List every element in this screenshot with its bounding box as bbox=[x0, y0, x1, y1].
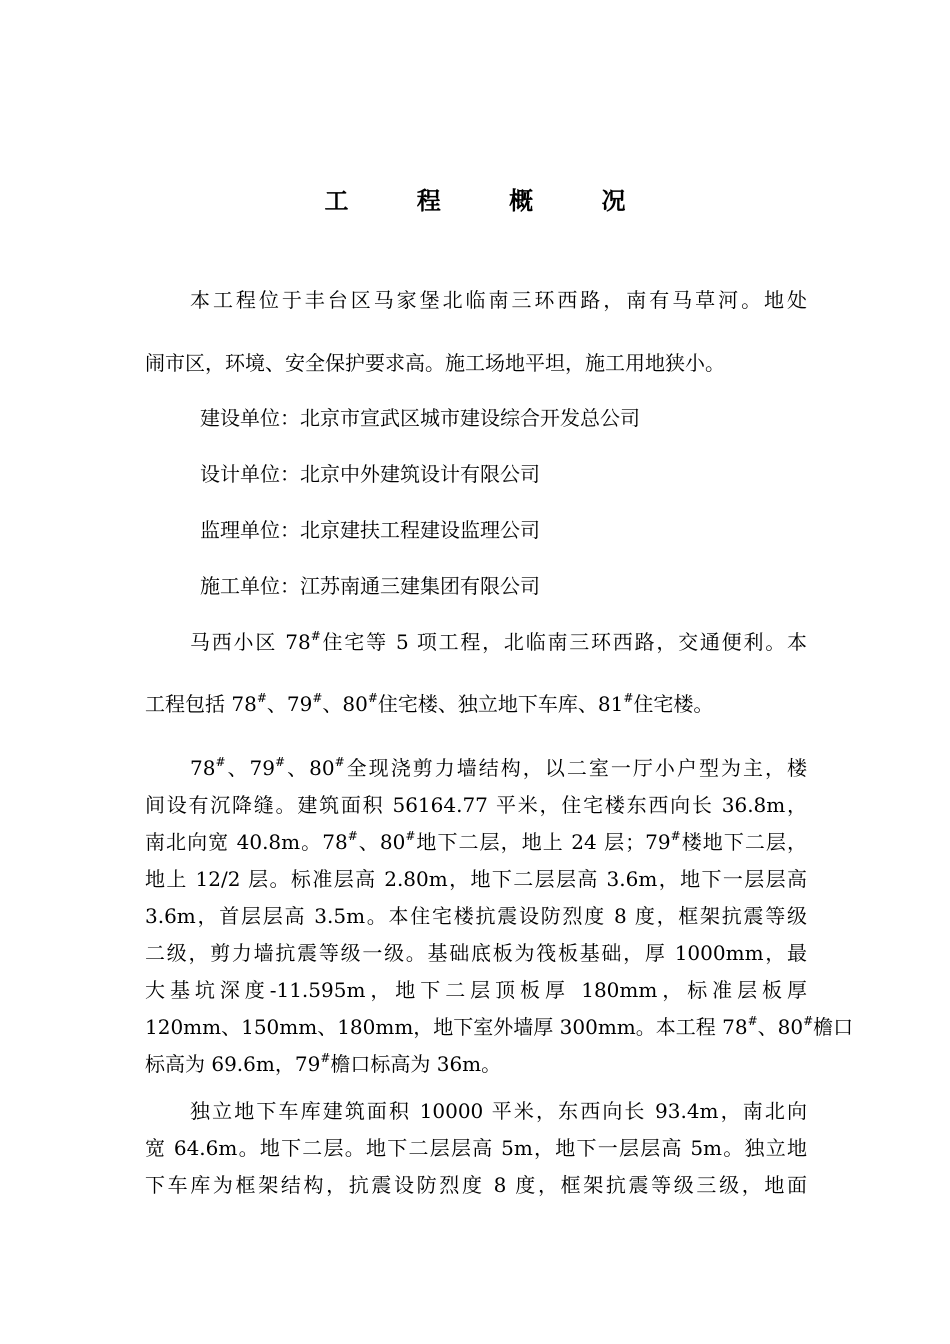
para3-line8: 120mm、150mm、180mm，地下室外墙厚 300mm。本工程 78#、80#檐口 bbox=[145, 1014, 854, 1039]
para3-line3: 南北向宽 40.8m。78#、80#地下二层，地上 24 层；79#楼地下二层， bbox=[145, 829, 807, 854]
para1-line1: 本工程位于丰台区马家堡北临南三环西路，南有马草河。地处 bbox=[190, 288, 807, 312]
para4-line3: 下车库为框架结构，抗震设防烈度 8 度，框架抗震等级三级，地面 bbox=[145, 1173, 807, 1197]
para3-line7: 大基坑深度-11.595m，地下二层顶板厚 180mm，标准层板厚 bbox=[145, 978, 807, 1002]
para3-line9: 标高为 69.6m，79#檐口标高为 36m。 bbox=[145, 1051, 502, 1076]
para3-line2: 间设有沉降缝。建筑面积 56164.77 平米，住宅楼东西向长 36.8m， bbox=[145, 793, 807, 817]
para3-line6: 二级，剪力墙抗震等级一级。基础底板为筏板基础，厚 1000mm，最 bbox=[145, 941, 807, 965]
supervisor-unit: 监理单位：北京建扶工程建设监理公司 bbox=[200, 518, 540, 542]
para4-line1: 独立地下车库建筑面积 10000 平米，东西向长 93.4m，南北向 bbox=[190, 1099, 807, 1123]
para3-line5: 3.6m，首层层高 3.5m。本住宅楼抗震设防烈度 8 度，框架抗震等级 bbox=[145, 904, 807, 928]
para1-line2: 闹市区，环境、安全保护要求高。施工场地平坦，施工用地狭小。 bbox=[145, 351, 725, 375]
designer-unit: 设计单位：北京中外建筑设计有限公司 bbox=[200, 462, 540, 486]
page-title: 工 程 概 况 bbox=[324, 187, 656, 215]
para2-line1: 马西小区 78#住宅等 5 项工程，北临南三环西路，交通便利。本 bbox=[190, 629, 807, 654]
para2-line2: 工程包括 78#、79#、80#住宅楼、独立地下车库、81#住宅楼。 bbox=[145, 691, 714, 716]
builder-unit: 建设单位：北京市宣武区城市建设综合开发总公司 bbox=[200, 406, 640, 430]
contractor-unit: 施工单位：江苏南通三建集团有限公司 bbox=[200, 574, 540, 598]
para4-line2: 宽 64.6m。地下二层。地下二层层高 5m，地下一层层高 5m。独立地 bbox=[145, 1136, 807, 1160]
para3-line1: 78#、79#、80#全现浇剪力墙结构，以二室一厅小户型为主，楼 bbox=[190, 755, 808, 780]
para3-line4: 地上 12/2 层。标准层高 2.80m，地下二层层高 3.6m，地下一层层高 bbox=[145, 867, 807, 891]
